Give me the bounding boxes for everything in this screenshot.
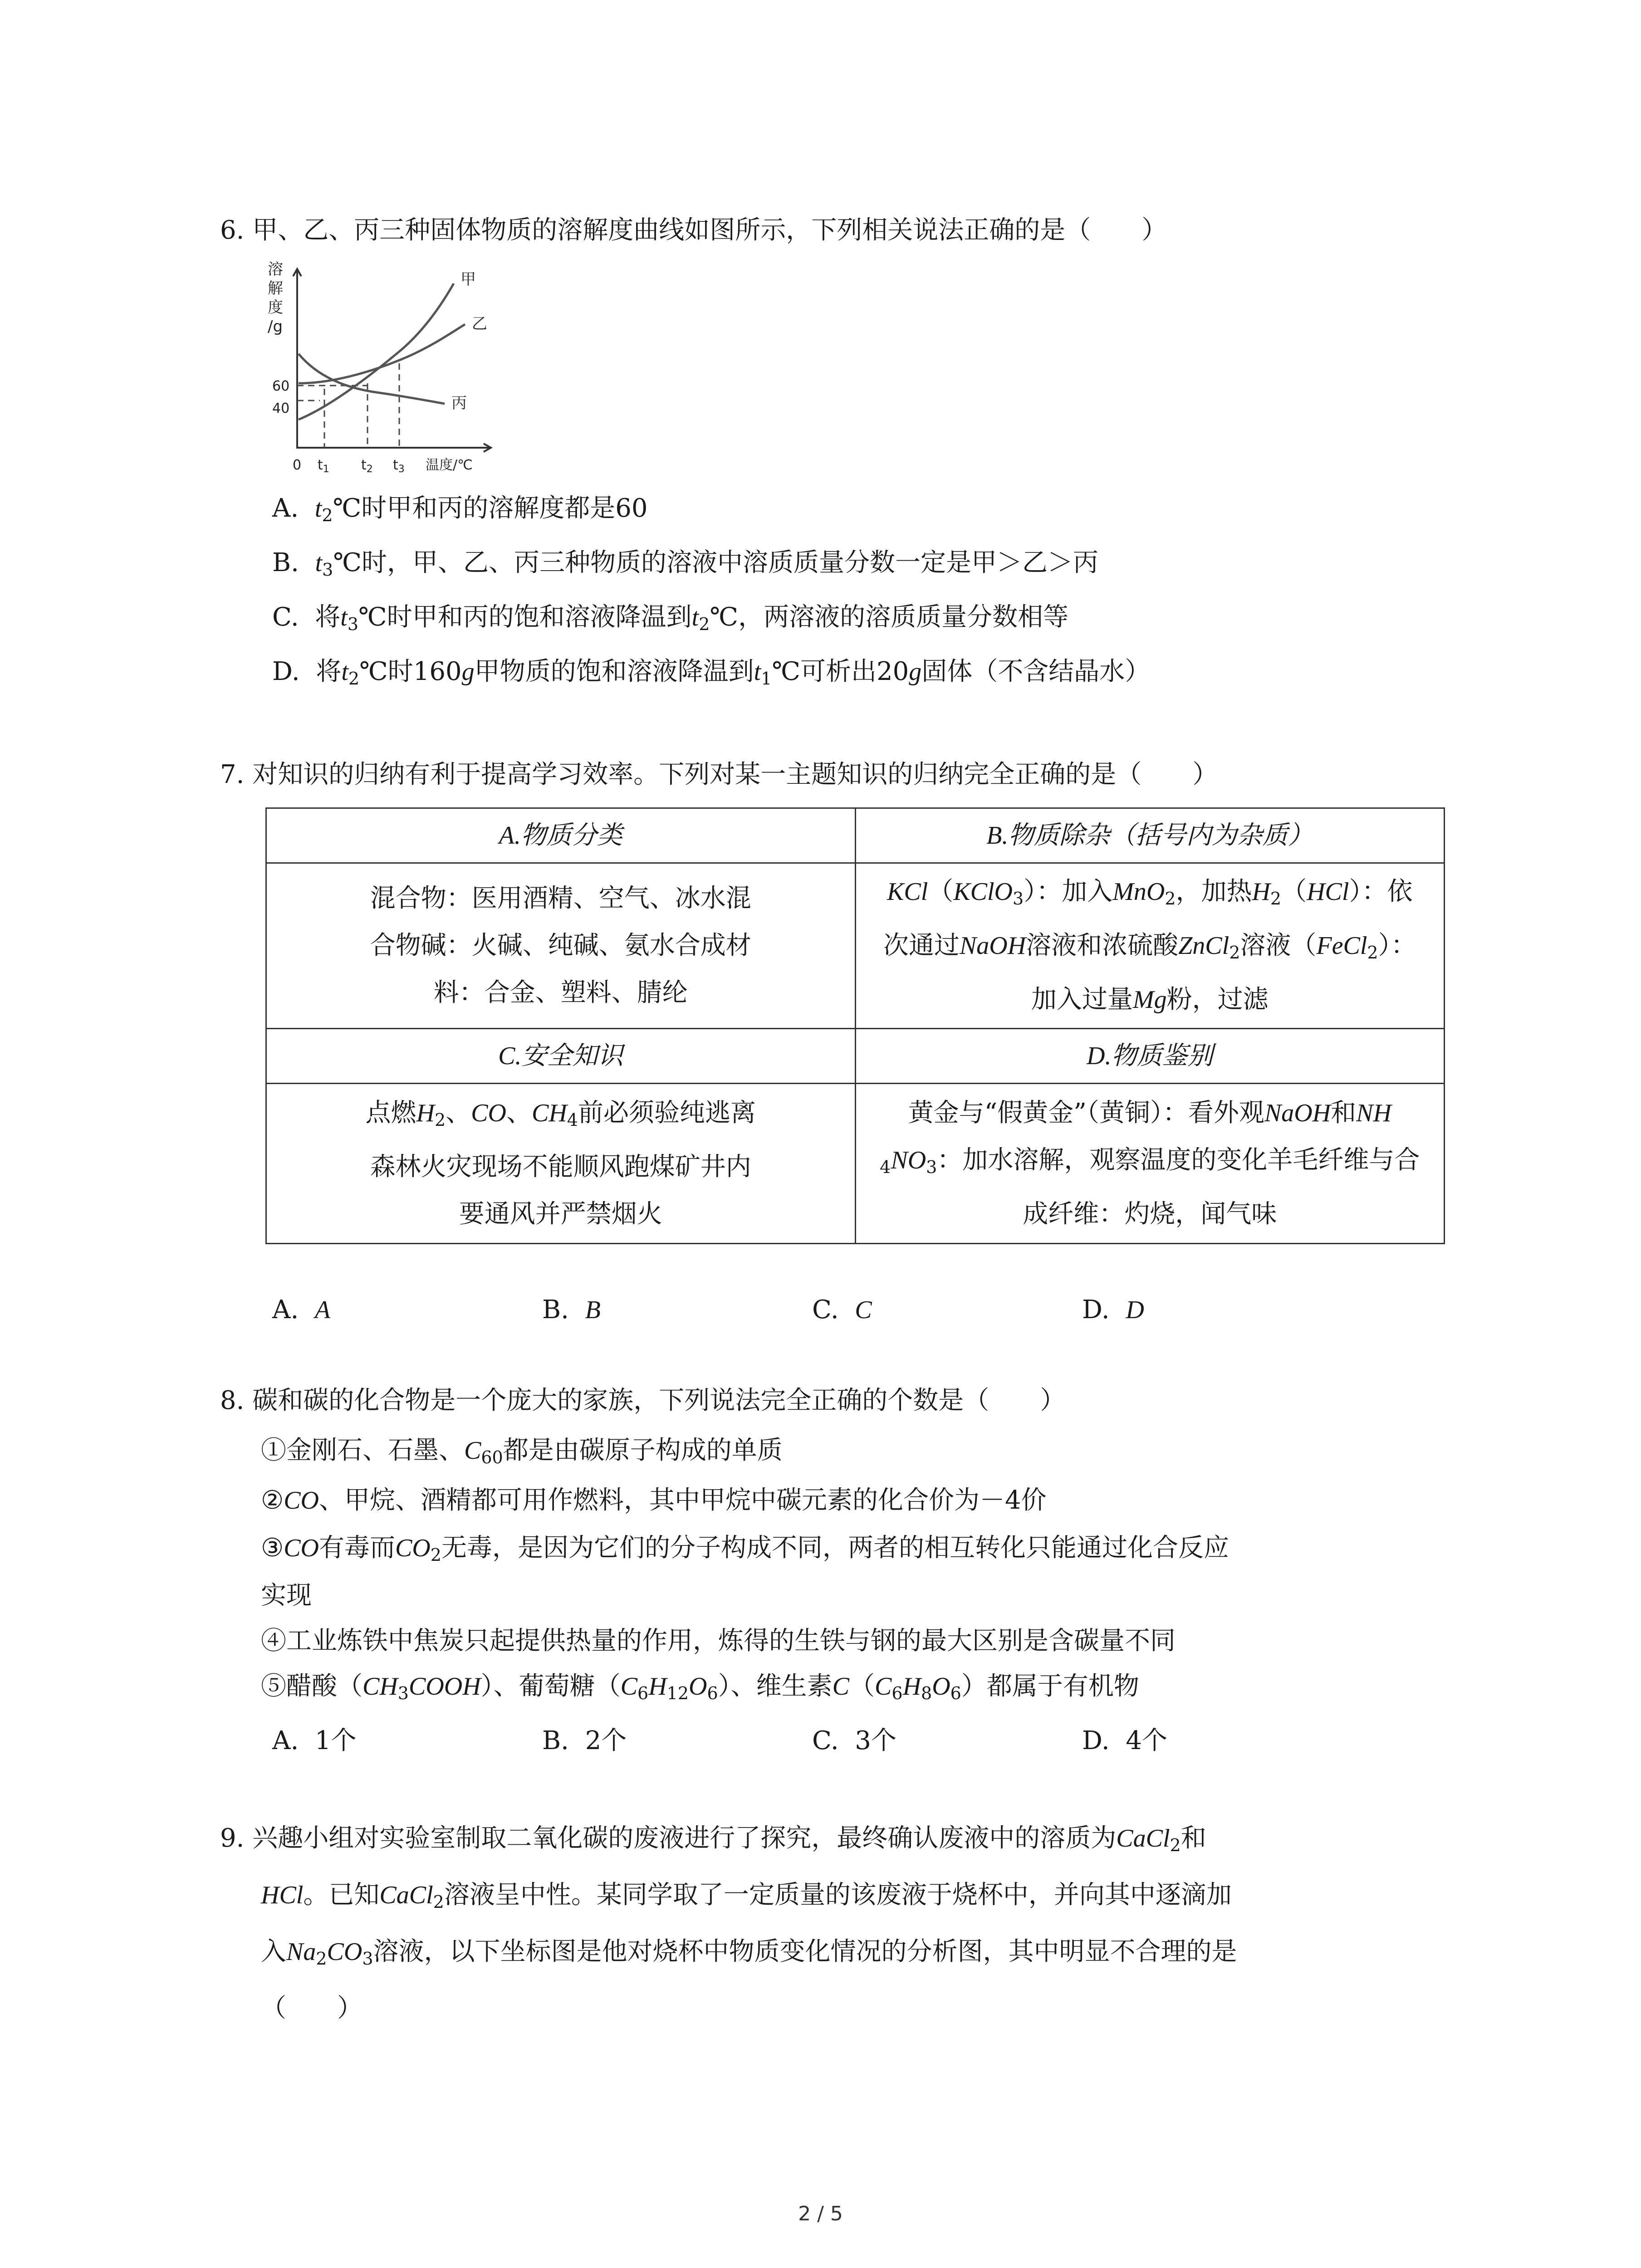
x-tick-t2: $t_2$: [361, 457, 373, 475]
y-axis-label-char: 度: [268, 298, 283, 317]
table-head-b: B.物质除杂（括号内为杂质）: [855, 808, 1445, 863]
x-tick-t1: $t_1$: [318, 457, 329, 475]
table-cell-a: 混合物：医用酒精、空气、冰水混 合物碱：火碱、纯碱、氨水合成材 料：合金、塑料、腈纶: [266, 863, 856, 1029]
q8-stem: 8. 碳和碳的化合物是一个庞大的家族，下列说法完全正确的个数是（ ）: [220, 1386, 1066, 1415]
table-head-d: D.物质鉴别: [855, 1029, 1445, 1084]
q9-line-1: 9. 兴趣小组对实验室制取二氧化碳的废液进行了探究，最终确认废液中的溶质为CaCl$_2$和: [220, 1823, 1206, 1855]
q7-option-d: D. D: [1082, 1295, 1144, 1325]
q8-statement-4: ④工业炼铁中焦炭只起提供热量的作用，炼得的生铁与钢的最大区别是含碳量不同: [261, 1626, 1176, 1656]
x-axis-label: 温度/℃: [426, 457, 473, 473]
solubility-curve-chart: [254, 256, 535, 483]
q6-option-a: A. $t_2℃$时甲和丙的溶解度都是60: [272, 494, 648, 525]
q7-option-b: B. B: [542, 1295, 601, 1325]
q9-answer-bracket: （ ）: [261, 1994, 362, 2023]
curve-bing: [299, 354, 445, 404]
y-tick-60: 60: [272, 378, 290, 394]
q8-option-c: C. 3个: [812, 1726, 896, 1755]
q8-statement-3-cont: 实现: [261, 1581, 312, 1610]
q6-option-b: B. $t_3℃$时，甲、乙、丙三种物质的溶液中溶质质量分数一定是甲＞乙＞丙: [272, 548, 1098, 580]
curve-jia: [299, 284, 454, 420]
y-axis-label-char: 解: [268, 279, 283, 298]
q8-statement-5: ⑤醋酸$(CH_3COOH)$、葡萄糖$(C_6H_{12}O_6)$、维生素$C(C_6H_8O_6)$都属于有机物: [261, 1672, 1139, 1703]
chart-axes: [297, 270, 490, 448]
q7-stem: 7. 对知识的归纳有利于提高学习效率。下列对某一主题知识的归纳完全正确的是（ ）: [220, 760, 1218, 789]
table-head-a: A.物质分类: [266, 808, 856, 863]
q8-option-b: B. 2个: [542, 1726, 627, 1755]
page-number: 2 / 5: [798, 2202, 843, 2225]
y-tick-40: 40: [272, 401, 290, 416]
x-tick-origin: 0: [293, 457, 302, 473]
solubility-chart-svg: [254, 256, 535, 483]
q8-statement-1: ①金刚石、石墨、$C_{60}$都是由碳原子构成的单质: [261, 1436, 783, 1467]
series-label-yi: 乙: [472, 315, 487, 333]
table-cell-d: 黄金与“假黄金”（黄铜）：看外观NaOH和NH $_4NO_3$：加水溶解，观察温度的变化羊毛纤维与合 成纤维：灼烧，闻气味: [855, 1084, 1445, 1244]
q7-knowledge-table: [265, 807, 1445, 1244]
q8-option-a: A. 1个: [272, 1726, 357, 1755]
y-axis-label-char: 溶: [268, 260, 283, 279]
series-label-jia: 甲: [460, 270, 476, 288]
q9-line-2: HCl。已知CaCl$_2$溶液呈中性。某同学取了一定质量的该废液于烧杯中，并向其中逐滴加: [261, 1880, 1232, 1912]
table-cell-c: 点燃$H_2$、CO、$CH_4$前必须验纯逃离 森林火灾现场不能顺风跑煤矿井内 要通风并严禁烟火: [266, 1084, 856, 1244]
q8-statement-3: ③CO有毒而$CO_2$无毒，是因为它们的分子构成不同，两者的相互转化只能通过化合反应: [261, 1533, 1229, 1565]
q7-option-c: C. C: [812, 1295, 872, 1325]
q6-option-d: D. 将$t_2℃$时160g甲物质的饱和溶液降温到$t_1℃$可析出20g固体（不含结晶水）: [272, 657, 1151, 689]
series-label-bing: 丙: [451, 394, 467, 412]
q7-option-a: A. A: [272, 1295, 331, 1325]
q6-option-c: C. 将$t_3℃$时甲和丙的饱和溶液降温到$t_2℃$，两溶液的溶质质量分数相等: [272, 602, 1069, 634]
table-head-c: C.安全知识: [266, 1029, 856, 1084]
q8-option-d: D. 4个: [1082, 1726, 1167, 1755]
table-cell-b: KCl（KClO$_3$）：加入MnO$_2$，加热$H_2(HCl)$：依 次通过NaOH溶液和浓硫酸ZnCl$_2$溶液（FeCl$_2$）： 加入过量Mg粉，过滤: [855, 863, 1445, 1029]
y-axis-label-char: /g: [268, 318, 283, 336]
q9-line-3: 入$Na_2CO_3$溶液，以下坐标图是他对烧杯中物质变化情况的分析图，其中明显不合理的是: [261, 1937, 1237, 1969]
x-tick-t3: $t_3$: [393, 457, 405, 475]
q8-statement-2: ②CO、甲烷、酒精都可用作燃料，其中甲烷中碳元素的化合价为－4价: [261, 1486, 1047, 1515]
q6-stem: 6. 甲、乙、丙三种固体物质的溶解度曲线如图所示，下列相关说法正确的是（ ）: [220, 215, 1167, 245]
